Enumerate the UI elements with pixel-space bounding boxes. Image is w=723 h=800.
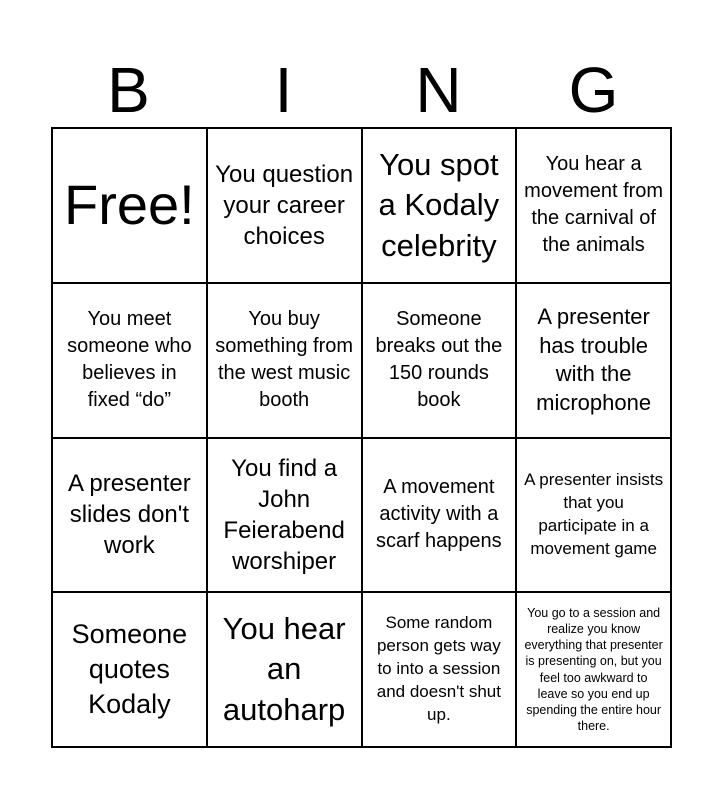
bingo-cell[interactable] bbox=[53, 439, 208, 594]
bingo-cell[interactable] bbox=[363, 439, 518, 594]
bingo-cell[interactable] bbox=[363, 284, 518, 439]
bingo-cell[interactable] bbox=[517, 439, 672, 594]
bingo-header bbox=[51, 52, 671, 128]
cell-text: You spot a Kodaly celebrity bbox=[378, 146, 500, 263]
header-letter-b: B bbox=[107, 54, 150, 126]
bingo-cell[interactable] bbox=[53, 284, 208, 439]
bingo-cell-free[interactable] bbox=[53, 129, 208, 284]
bingo-cell[interactable] bbox=[363, 129, 518, 284]
cell-text: You go to a session and realize you know everything that presenter is presenting on, but you feel too awkward to leave so you end up spending the entire hour there. bbox=[524, 605, 663, 734]
bingo-cell[interactable] bbox=[208, 284, 363, 439]
header-letter-i: I bbox=[274, 54, 293, 126]
bingo-cell[interactable] bbox=[363, 593, 518, 748]
cell-text: You hear a movement from the carnival of the animals bbox=[524, 153, 664, 257]
cell-text: Someone quotes Kodaly bbox=[71, 618, 188, 720]
cell-text: You buy something from the west music booth bbox=[215, 308, 354, 412]
cell-text: You question your career choices bbox=[215, 160, 354, 250]
cell-text: A presenter insists that you participate in a movement game bbox=[524, 470, 664, 558]
cell-text: A movement activity with a scarf happens bbox=[376, 476, 502, 553]
cell-text: A presenter has trouble with the microphone bbox=[536, 303, 652, 415]
bingo-cell[interactable] bbox=[53, 593, 208, 748]
cell-text: You meet someone who believes in fixed “do” bbox=[67, 308, 192, 412]
bingo-cell[interactable] bbox=[208, 593, 363, 748]
header-letter-n: N bbox=[415, 54, 462, 126]
bingo-cell[interactable] bbox=[208, 129, 363, 284]
header-letter-g: G bbox=[568, 54, 619, 126]
cell-text: You hear an autoharp bbox=[222, 611, 346, 727]
cell-text: Free! bbox=[64, 173, 195, 237]
bingo-cell[interactable] bbox=[517, 129, 672, 284]
bingo-cell[interactable] bbox=[517, 284, 672, 439]
bingo-board bbox=[51, 127, 672, 748]
bingo-cell[interactable] bbox=[208, 439, 363, 594]
bingo-cell[interactable] bbox=[517, 593, 672, 748]
cell-text: You find a John Feierabend worshiper bbox=[223, 454, 345, 576]
cell-text: A presenter slides don't work bbox=[68, 470, 191, 560]
cell-text: Some random person gets way to into a session and doesn't shut up. bbox=[376, 613, 501, 725]
cell-text: Someone breaks out the 150 rounds book bbox=[375, 308, 503, 412]
